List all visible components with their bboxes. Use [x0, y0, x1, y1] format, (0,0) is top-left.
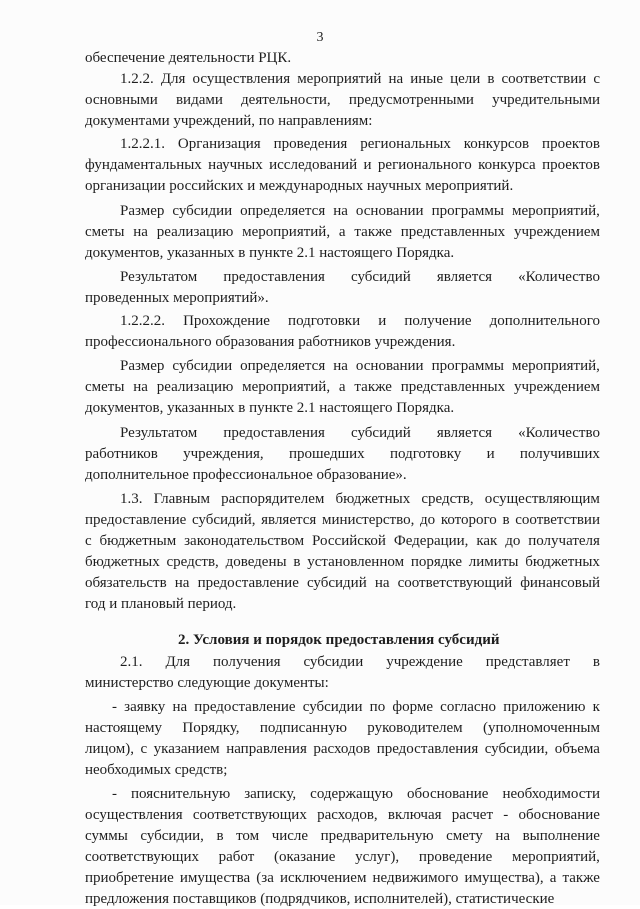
word: на	[388, 71, 404, 87]
word: реализацию	[156, 379, 234, 395]
word: иные	[410, 71, 444, 87]
text-line: документами учреждений, по направлениям:	[85, 113, 373, 129]
word: (за	[256, 870, 274, 886]
text-line: необходимых средств;	[85, 762, 228, 778]
word: подписанную	[259, 720, 347, 736]
word: на	[333, 358, 348, 374]
word: а	[338, 224, 346, 240]
word: Размер	[120, 358, 165, 374]
word: Организация	[177, 136, 261, 152]
word: программы	[431, 203, 504, 219]
word: расчет	[451, 807, 494, 823]
word: лимиты	[468, 554, 519, 570]
word: расходов,	[317, 807, 378, 823]
word: мероприятий,	[511, 849, 600, 865]
word: работников	[85, 446, 158, 462]
word: законодательством	[184, 533, 305, 549]
word: (оказание	[273, 849, 336, 865]
word: проведения	[273, 136, 348, 152]
word: видами	[175, 92, 223, 108]
word: исключением	[279, 870, 367, 886]
word: реализацию	[156, 224, 234, 240]
word: финансовый	[520, 575, 600, 591]
word: обоснование	[518, 807, 600, 823]
text-line	[85, 90, 600, 110]
text-line: документов, указанных в пункте 2.1 настоящего Порядка.	[85, 245, 455, 261]
text-line	[85, 805, 600, 825]
word: как	[476, 533, 498, 549]
word: приобретение	[85, 870, 174, 886]
word: представляет	[485, 654, 570, 670]
word: конкурса	[478, 157, 536, 173]
word: Для	[165, 654, 191, 670]
word: до	[505, 533, 521, 549]
word: соответствии	[501, 71, 587, 87]
word: основании	[355, 203, 424, 219]
text-line	[85, 510, 600, 530]
word: программы	[431, 358, 504, 374]
word: на	[333, 203, 348, 219]
word: учреждением	[513, 379, 600, 395]
word: мероприятий,	[511, 358, 600, 374]
word: Размер	[120, 203, 165, 219]
word: до	[420, 512, 436, 528]
word: соответствующих	[85, 849, 199, 865]
word: и	[378, 313, 387, 329]
word: пояснительную	[131, 786, 231, 802]
word: согласно	[440, 699, 497, 715]
text-line	[85, 573, 600, 593]
word: распорядителем	[221, 491, 325, 507]
word: получение	[404, 313, 472, 329]
word: основными	[85, 92, 158, 108]
word: определяется	[240, 358, 326, 374]
word: средств,	[166, 554, 219, 570]
word: мероприятий,	[511, 203, 600, 219]
word: проектов	[542, 157, 600, 173]
word: 1.2.2.2.	[120, 313, 165, 329]
word: также	[354, 379, 392, 395]
word: записку,	[244, 786, 297, 802]
word: определяется	[240, 203, 326, 219]
word: предварительную	[320, 828, 434, 844]
word: на	[374, 575, 390, 591]
word: настоящему	[85, 720, 163, 736]
word: субсидии	[303, 654, 364, 670]
word: также	[562, 870, 600, 886]
word: мероприятий,	[242, 379, 331, 395]
word: получивших	[519, 446, 600, 462]
word: 2.1.	[120, 654, 143, 670]
text-line	[120, 652, 600, 672]
word: прошедших	[288, 446, 365, 462]
text-line	[85, 718, 600, 738]
word: субсидий	[351, 425, 411, 441]
word: смету	[446, 828, 483, 844]
word: необходимости	[502, 786, 600, 802]
word: получения	[213, 654, 281, 670]
text-line: документов, указанных в пункте 2.1 настоящего Порядка.	[85, 400, 455, 416]
word: предоставление	[194, 699, 296, 715]
word: предоставления	[376, 741, 479, 757]
word: руководителем	[367, 720, 463, 736]
word: Результатом	[120, 425, 198, 441]
text-line	[85, 444, 600, 464]
word: (уполномоченным	[483, 720, 600, 736]
text-line	[85, 552, 600, 572]
word: предоставления	[223, 269, 325, 285]
word: на	[133, 224, 148, 240]
page-number: 3	[316, 30, 324, 45]
word: субсидии,	[140, 828, 204, 844]
word: соответствующих	[192, 807, 307, 823]
word: также	[354, 224, 392, 240]
word: бюджетным	[99, 533, 177, 549]
word: бюджетных	[525, 554, 600, 570]
word: учреждением	[513, 224, 600, 240]
word: с	[140, 741, 148, 757]
word: конкурсов	[463, 136, 530, 152]
word: указанием	[153, 741, 220, 757]
word: научных	[208, 157, 263, 173]
word: Российской	[312, 533, 386, 549]
word: Главным	[153, 491, 210, 507]
word: услуг),	[355, 849, 400, 865]
word: лицом),	[85, 741, 134, 757]
word: соответствующий	[397, 575, 513, 591]
text-line: министерство следующие документы:	[85, 675, 329, 691]
word: получателя	[528, 533, 600, 549]
word: суммы	[85, 828, 128, 844]
text-line: профессионального образования работников учреждения.	[85, 334, 456, 350]
word: мероприятий	[297, 71, 382, 87]
word: является	[436, 269, 493, 285]
word: включая	[387, 807, 442, 823]
word: 1.2.2.1.	[120, 136, 165, 152]
word: недвижимого	[372, 870, 459, 886]
text-line	[120, 201, 600, 221]
text-line	[120, 69, 600, 89]
word: -	[503, 807, 509, 823]
text-line: год и плановый период.	[85, 596, 237, 612]
text-line	[85, 155, 600, 175]
word: Результатом	[120, 269, 198, 285]
text-line: проведенных мероприятий».	[85, 290, 269, 306]
word: представленных	[400, 224, 506, 240]
word: в	[592, 654, 600, 670]
word: «Количество	[518, 425, 600, 441]
word: работ	[218, 849, 255, 865]
text-line	[120, 356, 600, 376]
text-line	[85, 826, 600, 846]
word: в	[293, 554, 301, 570]
word: региональных	[360, 136, 451, 152]
word: Федерации,	[393, 533, 469, 549]
word: проектов	[542, 136, 600, 152]
word: осуществляющим	[484, 491, 600, 507]
word: и	[486, 446, 495, 462]
word: основании	[355, 358, 424, 374]
word: Прохождение	[183, 313, 270, 329]
word: субсидий	[351, 269, 411, 285]
word: соответствии	[515, 512, 600, 528]
word: осуществления	[192, 71, 291, 87]
word: 1.3.	[120, 491, 143, 507]
word: заявку	[124, 699, 166, 715]
word: в	[502, 512, 510, 528]
word: а	[338, 379, 346, 395]
text-line: дополнительное профессиональное образование».	[85, 467, 407, 483]
word: с	[85, 533, 92, 549]
text-line	[85, 222, 600, 242]
word: предоставление	[85, 512, 187, 528]
word: содержащую	[310, 786, 393, 802]
word: к	[592, 699, 600, 715]
word: субсидии,	[484, 741, 549, 757]
word: Порядку,	[182, 720, 240, 736]
word: подготовку	[389, 446, 462, 462]
text-line	[85, 377, 600, 397]
text-line	[120, 423, 600, 443]
word: доведены	[225, 554, 287, 570]
word: является	[261, 512, 317, 528]
word: а	[549, 870, 557, 886]
word: сметы	[85, 224, 125, 240]
word: является	[436, 425, 493, 441]
word: предоставления	[223, 425, 325, 441]
word: в	[216, 828, 224, 844]
word: обязательств	[85, 575, 167, 591]
word: бюджетных	[335, 491, 411, 507]
word: исследований	[269, 157, 358, 173]
word: дополнительного	[489, 313, 600, 329]
text-line: предложения поставщиков (подрядчиков, исполнителей), статистические	[85, 891, 555, 907]
word: министерство,	[321, 512, 415, 528]
word: субсидии	[172, 358, 233, 374]
word: фундаментальных	[85, 157, 202, 173]
word: бюджетных	[85, 554, 160, 570]
word: с	[593, 71, 600, 87]
word: на	[495, 828, 511, 844]
word: имущества),	[464, 870, 544, 886]
section-heading: 2. Условия и порядок предоставления субсидий	[178, 632, 500, 648]
word: на	[133, 379, 148, 395]
word: обоснование	[406, 786, 489, 802]
word: форме	[392, 699, 434, 715]
text-line	[112, 697, 600, 717]
word: «Количество	[518, 269, 600, 285]
word: объема	[554, 741, 600, 757]
word: приложению	[503, 699, 586, 715]
word: проведение	[418, 849, 493, 865]
word: мероприятий,	[242, 224, 331, 240]
word: деятельности,	[241, 92, 331, 108]
text-line	[112, 784, 600, 804]
word: порядке	[410, 554, 462, 570]
word: на	[174, 575, 190, 591]
word: и	[363, 157, 372, 173]
text-line	[85, 847, 600, 867]
word: представленных	[400, 379, 506, 395]
word: учредительными	[492, 92, 600, 108]
word: на	[172, 699, 188, 715]
word: средств,	[421, 491, 474, 507]
word: учреждение	[386, 654, 463, 670]
word: подготовки	[288, 313, 361, 329]
text-line	[120, 134, 600, 154]
word: сметы	[85, 379, 125, 395]
word: цели	[450, 71, 481, 87]
word: предоставление	[197, 575, 299, 591]
word: субсидий	[306, 575, 367, 591]
word: -	[112, 699, 117, 715]
word: 1.2.2.	[120, 71, 154, 87]
word: выполнение	[522, 828, 600, 844]
word: предусмотренными	[348, 92, 474, 108]
text-line: обеспечение деятельности РЦК.	[85, 50, 292, 66]
word: по	[369, 699, 386, 715]
word: числе	[271, 828, 309, 844]
word: регионального	[377, 157, 472, 173]
word: расходов	[313, 741, 371, 757]
word: субсидий,	[191, 512, 256, 528]
word: осуществления	[85, 807, 183, 823]
word: в	[487, 71, 495, 87]
text-line	[85, 868, 600, 888]
word: том	[236, 828, 260, 844]
word: учреждения,	[183, 446, 264, 462]
word: субсидии	[172, 203, 233, 219]
text-line	[120, 267, 600, 287]
word: Для	[160, 71, 186, 87]
word: -	[112, 786, 117, 802]
text-line	[120, 489, 600, 509]
word: которого	[440, 512, 497, 528]
word: установленном	[307, 554, 405, 570]
text-line	[120, 311, 600, 331]
text-line	[85, 531, 600, 551]
text-line: организации российских и международных научных мероприятий.	[85, 178, 514, 194]
text-line	[85, 739, 600, 759]
word: субсидии	[302, 699, 363, 715]
word: имущества	[179, 870, 251, 886]
word: направления	[226, 741, 307, 757]
